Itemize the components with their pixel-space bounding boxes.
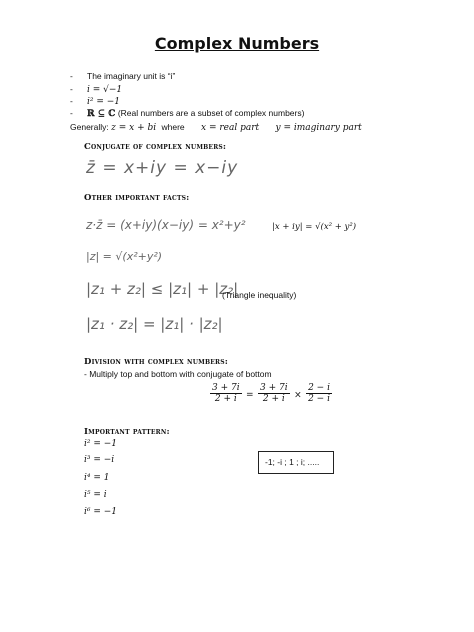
bullet-math: i = √−1 xyxy=(87,85,123,95)
fraction-numerator: 2 − i xyxy=(308,383,330,393)
generally-where: where xyxy=(161,122,185,132)
times-sign: × xyxy=(294,390,302,401)
conjugate-product-handwritten: z·z̄ = (x+iy)(x−iy) = x²+y² xyxy=(86,218,246,232)
pattern-item: i³ = −i xyxy=(84,455,115,465)
bullet-math: i² = −1 xyxy=(87,97,121,107)
fraction-left xyxy=(210,383,242,404)
facts-heading: Other important facts: xyxy=(84,193,190,203)
fraction-numerator: 3 + 7i xyxy=(260,383,288,393)
bullet-imaginary-unit xyxy=(70,71,175,81)
bullet-dash: - xyxy=(70,71,73,81)
pattern-item: i⁶ = −1 xyxy=(84,507,118,517)
bullet-dash: - xyxy=(70,84,73,94)
division-note: - Multiply top and bottom with conjugate of bottom xyxy=(84,369,272,379)
bullet-subset xyxy=(70,108,304,119)
fraction-denominator: 2 − i xyxy=(308,394,330,404)
equals-sign: = xyxy=(246,390,254,401)
generally-line xyxy=(70,122,362,133)
conjugate-handwritten: z̄ = x+iy = x−iy xyxy=(86,158,239,178)
bullet-i-definition xyxy=(70,84,122,95)
product-modulus-handwritten: |z₁ · z₂| = |z₁| · |z₂| xyxy=(86,315,223,333)
real-part-label: x = real part xyxy=(201,123,260,133)
modulus-formula: |x + iy| = √(x² + y²) xyxy=(272,222,357,232)
division-heading: Division with complex numbers: xyxy=(84,357,229,367)
bullet-dash: - xyxy=(70,96,73,106)
triangle-inequality-handwritten: |z₁ + z₂| ≤ |z₁| + |z₂| xyxy=(86,280,239,298)
generally-equation: z = x + bi xyxy=(111,123,157,133)
bullet-text: The imaginary unit is “i” xyxy=(87,71,176,81)
page-title: Complex Numbers xyxy=(154,34,320,53)
modulus-handwritten: |z| = √(x²+y²) xyxy=(86,250,163,263)
pattern-item: i² = −1 xyxy=(84,439,118,449)
bullet-i-squared xyxy=(70,96,120,107)
division-equation xyxy=(210,383,332,404)
pattern-item: i⁵ = i xyxy=(84,490,107,500)
fraction-middle xyxy=(258,383,290,404)
fraction-numerator: 3 + 7i xyxy=(212,383,240,393)
imaginary-part-label: y = imaginary part xyxy=(275,123,362,133)
bullet-math: ℝ ⊆ ℂ xyxy=(87,109,116,119)
bullet-text: (Real numbers are a subset of complex numbers) xyxy=(117,108,305,118)
fraction-denominator: 2 + i xyxy=(214,394,237,404)
pattern-cycle-box xyxy=(258,451,334,474)
conjugate-heading: Conjugate of complex numbers: xyxy=(84,142,227,152)
triangle-inequality-label: (Triangle inequality) xyxy=(222,290,297,300)
pattern-heading: Important pattern: xyxy=(84,427,170,437)
pattern-cycle-text: -1; -i ; 1 ; i; ..... xyxy=(265,457,320,467)
bullet-dash: - xyxy=(70,108,73,118)
fraction-right xyxy=(306,383,332,404)
pattern-item: i⁴ = 1 xyxy=(84,473,110,483)
fraction-denominator: 2 + i xyxy=(262,394,285,404)
generally-label: Generally: xyxy=(70,122,109,132)
